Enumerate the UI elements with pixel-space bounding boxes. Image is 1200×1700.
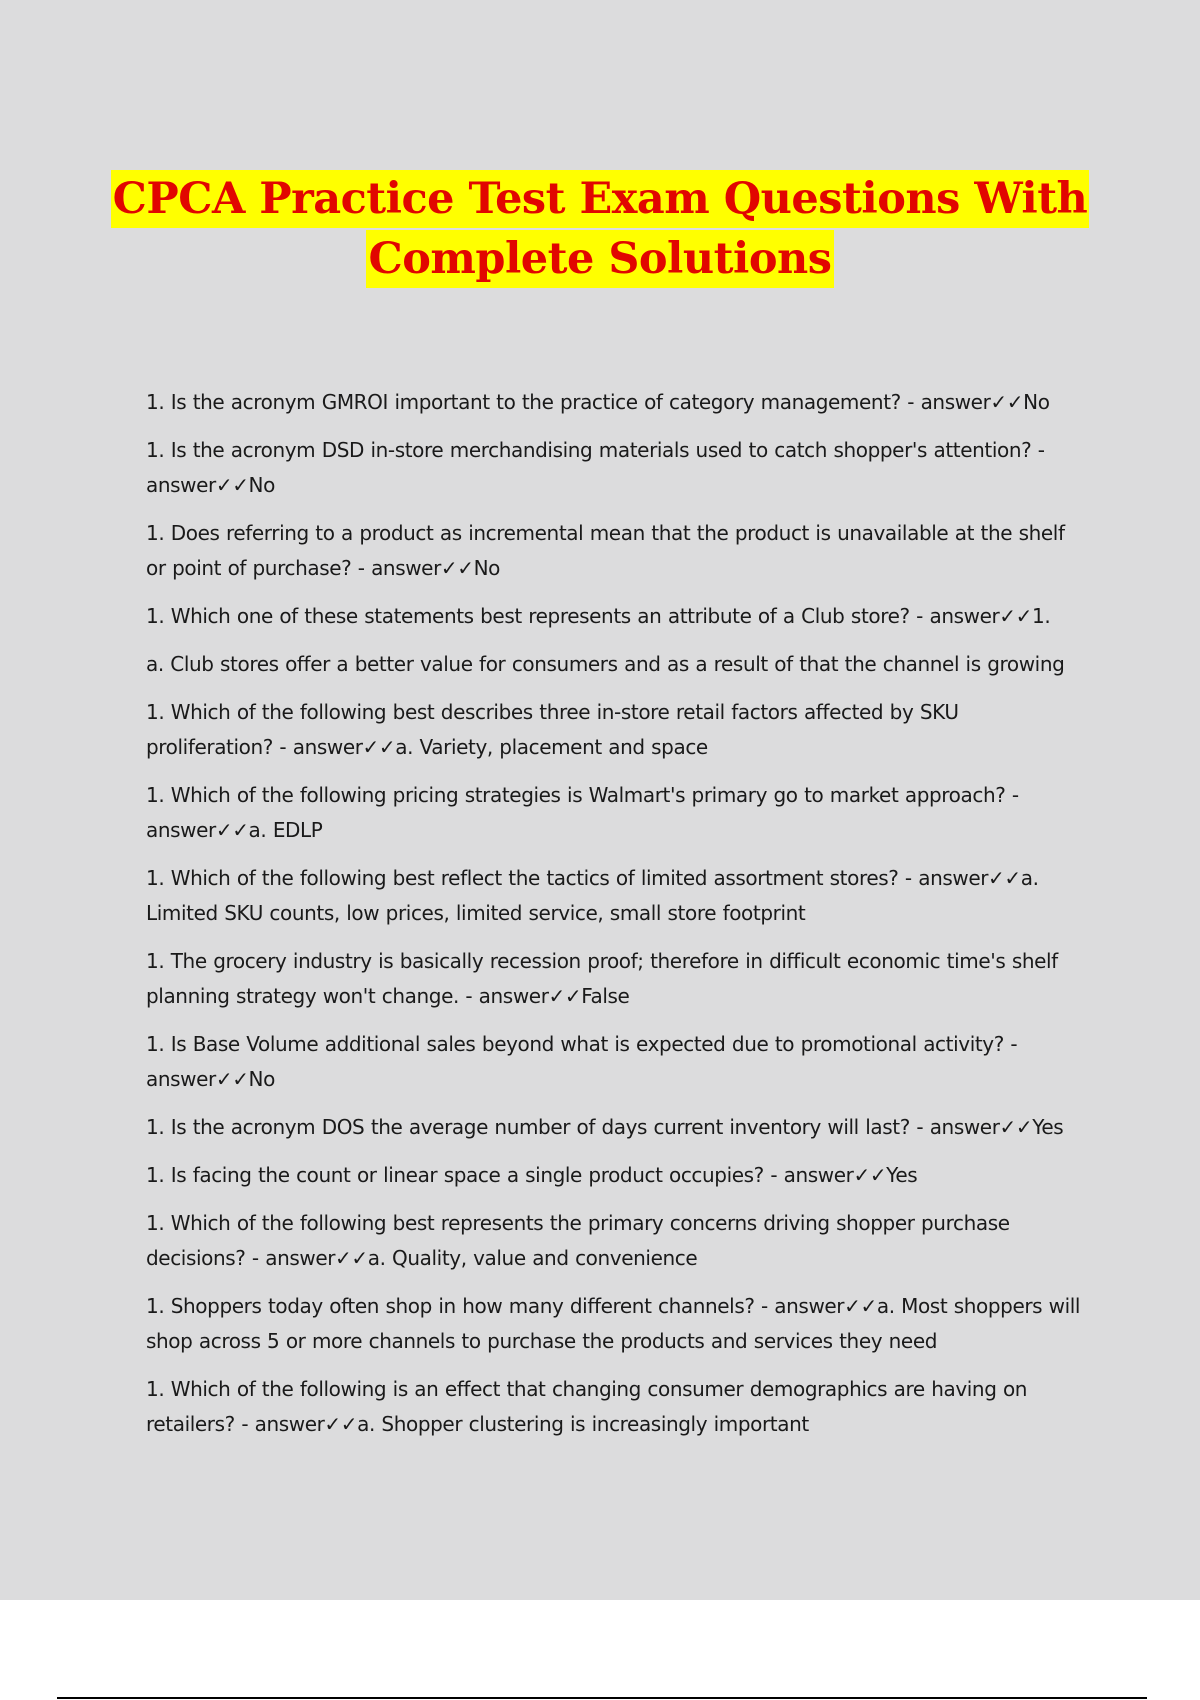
qa-item: 1. Which of the following best reflect the tactics of limited assortment stores? - answer✓✓a. Limited SKU counts, low prices, limited service, small store footprint	[146, 866, 1039, 925]
qa-item: 1. Which of the following is an effect that changing consumer demographics are having on retailers? - answer✓✓a. Shopper clustering is increasingly important	[146, 1377, 1028, 1436]
title-line-1: CPCA Practice Test Exam Questions With	[111, 170, 1090, 228]
qa-item: 1. Is facing the count or linear space a single product occupies? - answer✓✓Yes	[146, 1163, 918, 1187]
qa-list	[146, 385, 1086, 1455]
qa-item: 1. Is the acronym DSD in-store merchandising materials used to catch shopper's attention? - answer✓✓No	[146, 438, 1045, 497]
qa-item: a. Club stores offer a better value for consumers and as a result of that the channel is growing	[146, 652, 1065, 676]
title-line-2: Complete Solutions	[366, 230, 833, 288]
qa-item: 1. Which of the following pricing strategies is Walmart's primary go to market approach? - answer✓✓a. EDLP	[146, 783, 1019, 842]
qa-item: 1. Does referring to a product as incremental mean that the product is unavailable at the shelf or point of purchase? - answer✓✓No	[146, 521, 1065, 580]
qa-item: 1. Is the acronym DOS the average number of days current inventory will last? - answer✓✓Yes	[146, 1115, 1064, 1139]
qa-item: 1. Which one of these statements best represents an attribute of a Club store? - answer✓✓1.	[146, 604, 1051, 628]
qa-item: 1. The grocery industry is basically recession proof; therefore in difficult economic time's shelf planning strategy won't change. - answer✓✓False	[146, 949, 1058, 1008]
footer-rule	[57, 1697, 1147, 1699]
qa-item: 1. Which of the following best represents the primary concerns driving shopper purchase decisions? - answer✓✓a. Quality, value and convenience	[146, 1211, 1010, 1270]
document-title	[0, 170, 1200, 288]
qa-item: 1. Shoppers today often shop in how many different channels? - answer✓✓a. Most shoppers will shop across 5 or more channels to purchase the products and services they need	[146, 1294, 1081, 1353]
qa-item: 1. Which of the following best describes three in-store retail factors affected by SKU proliferation? - answer✓✓a. Variety, placement and space	[146, 700, 959, 759]
qa-item: 1. Is the acronym GMROI important to the practice of category management? - answer✓✓No	[146, 390, 1050, 414]
qa-item: 1. Is Base Volume additional sales beyond what is expected due to promotional activity? - answer✓✓No	[146, 1032, 1018, 1091]
